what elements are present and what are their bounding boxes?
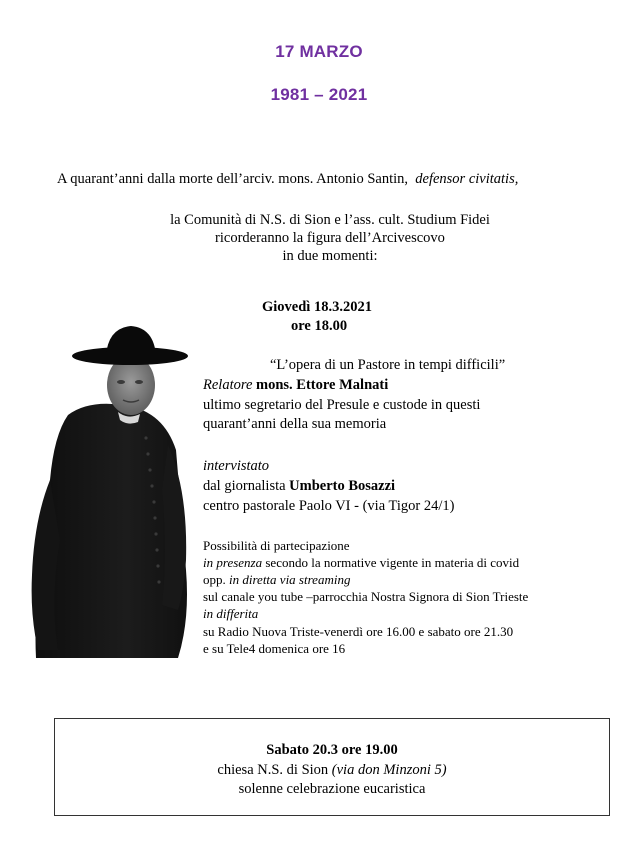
speaker-desc-1: ultimo segretario del Presule e custode in questi xyxy=(203,397,481,413)
in-person-text: secondo la normative vigente in materia di covid xyxy=(265,555,520,570)
journalist-name: Umberto Bosazzi xyxy=(289,478,396,494)
event1-quote: “L’opera di un Pastore in tempi difficili” xyxy=(270,357,506,373)
journalist-line xyxy=(203,477,395,495)
venue: centro pastorale Paolo VI - (via Tigor 24/1) xyxy=(203,498,455,514)
radio-line: su Radio Nuova Triste-venerdì ore 16.00 e sabato ore 21.30 xyxy=(203,624,514,639)
speaker-role: Relatore xyxy=(203,377,253,393)
title-date: 17 MARZO xyxy=(275,42,363,61)
intro-line-1-italic: defensor civitatis, xyxy=(415,171,519,187)
interviewed-label: intervistato xyxy=(203,458,270,474)
speaker-desc-2: quarant’anni della sua memoria xyxy=(203,416,387,432)
event2-place-address: (via don Minzoni 5) xyxy=(331,762,447,778)
intro-line-4: in due momenti: xyxy=(282,248,378,264)
participation-heading: Possibilità di partecipazione xyxy=(203,538,350,553)
opp-label: opp. xyxy=(203,572,226,587)
event1-date: Giovedì 18.3.2021 xyxy=(262,299,372,315)
deferred-label: in differita xyxy=(203,606,259,621)
speaker-name: mons. Ettore Malnati xyxy=(256,377,389,393)
streaming-line xyxy=(203,571,350,588)
event1-time: ore 18.00 xyxy=(291,318,348,334)
intro-line-1 xyxy=(57,170,518,188)
youtube-line: sul canale you tube –parrocchia Nostra Signora di Sion Trieste xyxy=(203,589,529,604)
speaker-line xyxy=(203,376,388,394)
event2-datetime: Sabato 20.3 ore 19.00 xyxy=(266,742,398,758)
priest-photo xyxy=(28,320,198,660)
tele-line: e su Tele4 domenica ore 16 xyxy=(203,641,346,656)
journalist-prefix: dal giornalista xyxy=(203,478,286,494)
event2-place xyxy=(54,761,610,779)
event2-celebration: solenne celebrazione eucaristica xyxy=(238,781,426,797)
in-person-line xyxy=(203,554,519,571)
title-years: 1981 – 2021 xyxy=(270,85,368,104)
event2-place-name: chiesa N.S. di Sion xyxy=(217,762,329,778)
intro-line-2: la Comunità di N.S. di Sion e l’ass. cult. Studium Fidei xyxy=(170,212,490,228)
intro-line-1-text: A quarant’anni dalla morte dell’arciv. mons. Antonio Santin, xyxy=(57,171,409,187)
streaming-label: in diretta via streaming xyxy=(229,572,351,587)
intro-line-3: ricorderanno la figura dell’Arcivescovo xyxy=(215,230,445,246)
in-person-label: in presenza xyxy=(203,555,263,570)
